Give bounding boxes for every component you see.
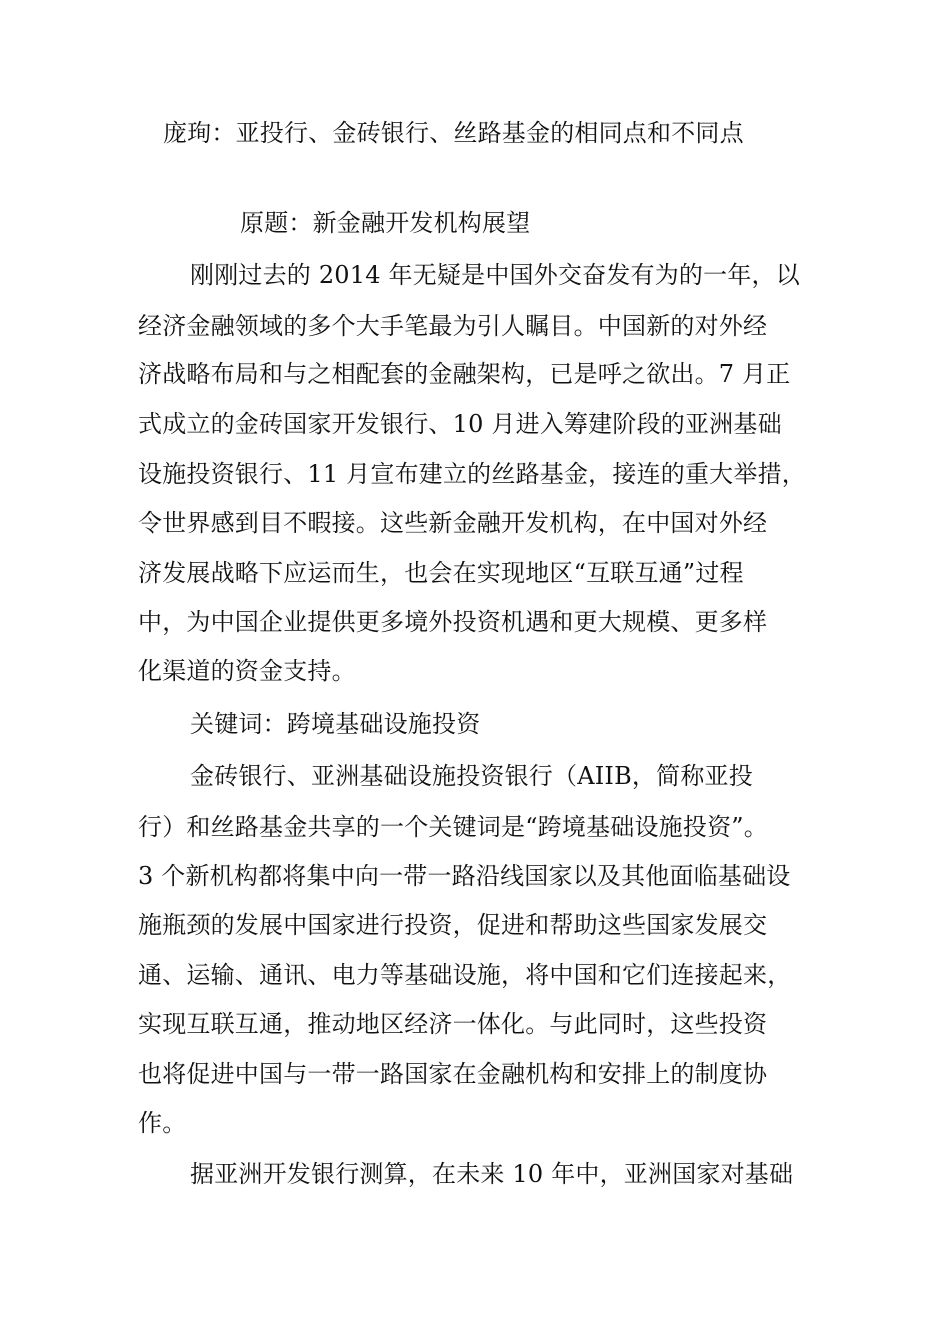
- paragraph-line: 设施投资银行、11 月宣布建立的丝路基金，接连的重大举措，: [138, 460, 806, 488]
- paragraph-line: 经济金融领域的多个大手笔最为引人瞩目。中国新的对外经: [138, 312, 768, 340]
- paragraph-line: 行）和丝路基金共享的一个关键词是“跨境基础设施投资”。: [138, 813, 768, 841]
- paragraph-line: 3 个新机构都将集中向一带一路沿线国家以及其他面临基础设: [138, 862, 791, 890]
- paragraph-line: 式成立的金砖国家开发银行、10 月进入筹建阶段的亚洲基础: [138, 410, 782, 438]
- document-title: 庞珣：亚投行、金砖银行、丝路基金的相同点和不同点: [163, 119, 744, 147]
- paragraph-line: 中，为中国企业提供更多境外投资机遇和更大规模、更多样: [138, 608, 768, 636]
- paragraph-line: 济发展战略下应运而生，也会在实现地区“互联互通”过程: [138, 559, 744, 587]
- paragraph-line: 金砖银行、亚洲基础设施投资银行（AIIB，简称亚投: [190, 762, 753, 790]
- keywords-line: 关键词：跨境基础设施投资: [190, 710, 481, 738]
- paragraph-line: 济战略布局和与之相配套的金融架构，已是呼之欲出。7 月正: [138, 360, 791, 388]
- paragraph-line: 实现互联互通，推动地区经济一体化。与此同时，这些投资: [138, 1010, 768, 1038]
- paragraph-line: 也将促进中国与一带一路国家在金融机构和安排上的制度协: [138, 1060, 768, 1088]
- paragraph-line: 据亚洲开发银行测算，在未来 10 年中，亚洲国家对基础: [190, 1160, 794, 1188]
- paragraph-line: 施瓶颈的发展中国家进行投资，促进和帮助这些国家发展交: [138, 911, 768, 939]
- document-subtitle: 原题：新金融开发机构展望: [240, 209, 531, 237]
- paragraph-line: 刚刚过去的 2014 年无疑是中国外交奋发有为的一年，以: [190, 261, 800, 289]
- paragraph-line: 化渠道的资金支持。: [138, 657, 356, 685]
- paragraph-line: 通、运输、通讯、电力等基础设施，将中国和它们连接起来，: [138, 961, 792, 989]
- paragraph-line: 作。: [138, 1109, 187, 1137]
- paragraph-line: 令世界感到目不暇接。这些新金融开发机构，在中国对外经: [138, 509, 768, 537]
